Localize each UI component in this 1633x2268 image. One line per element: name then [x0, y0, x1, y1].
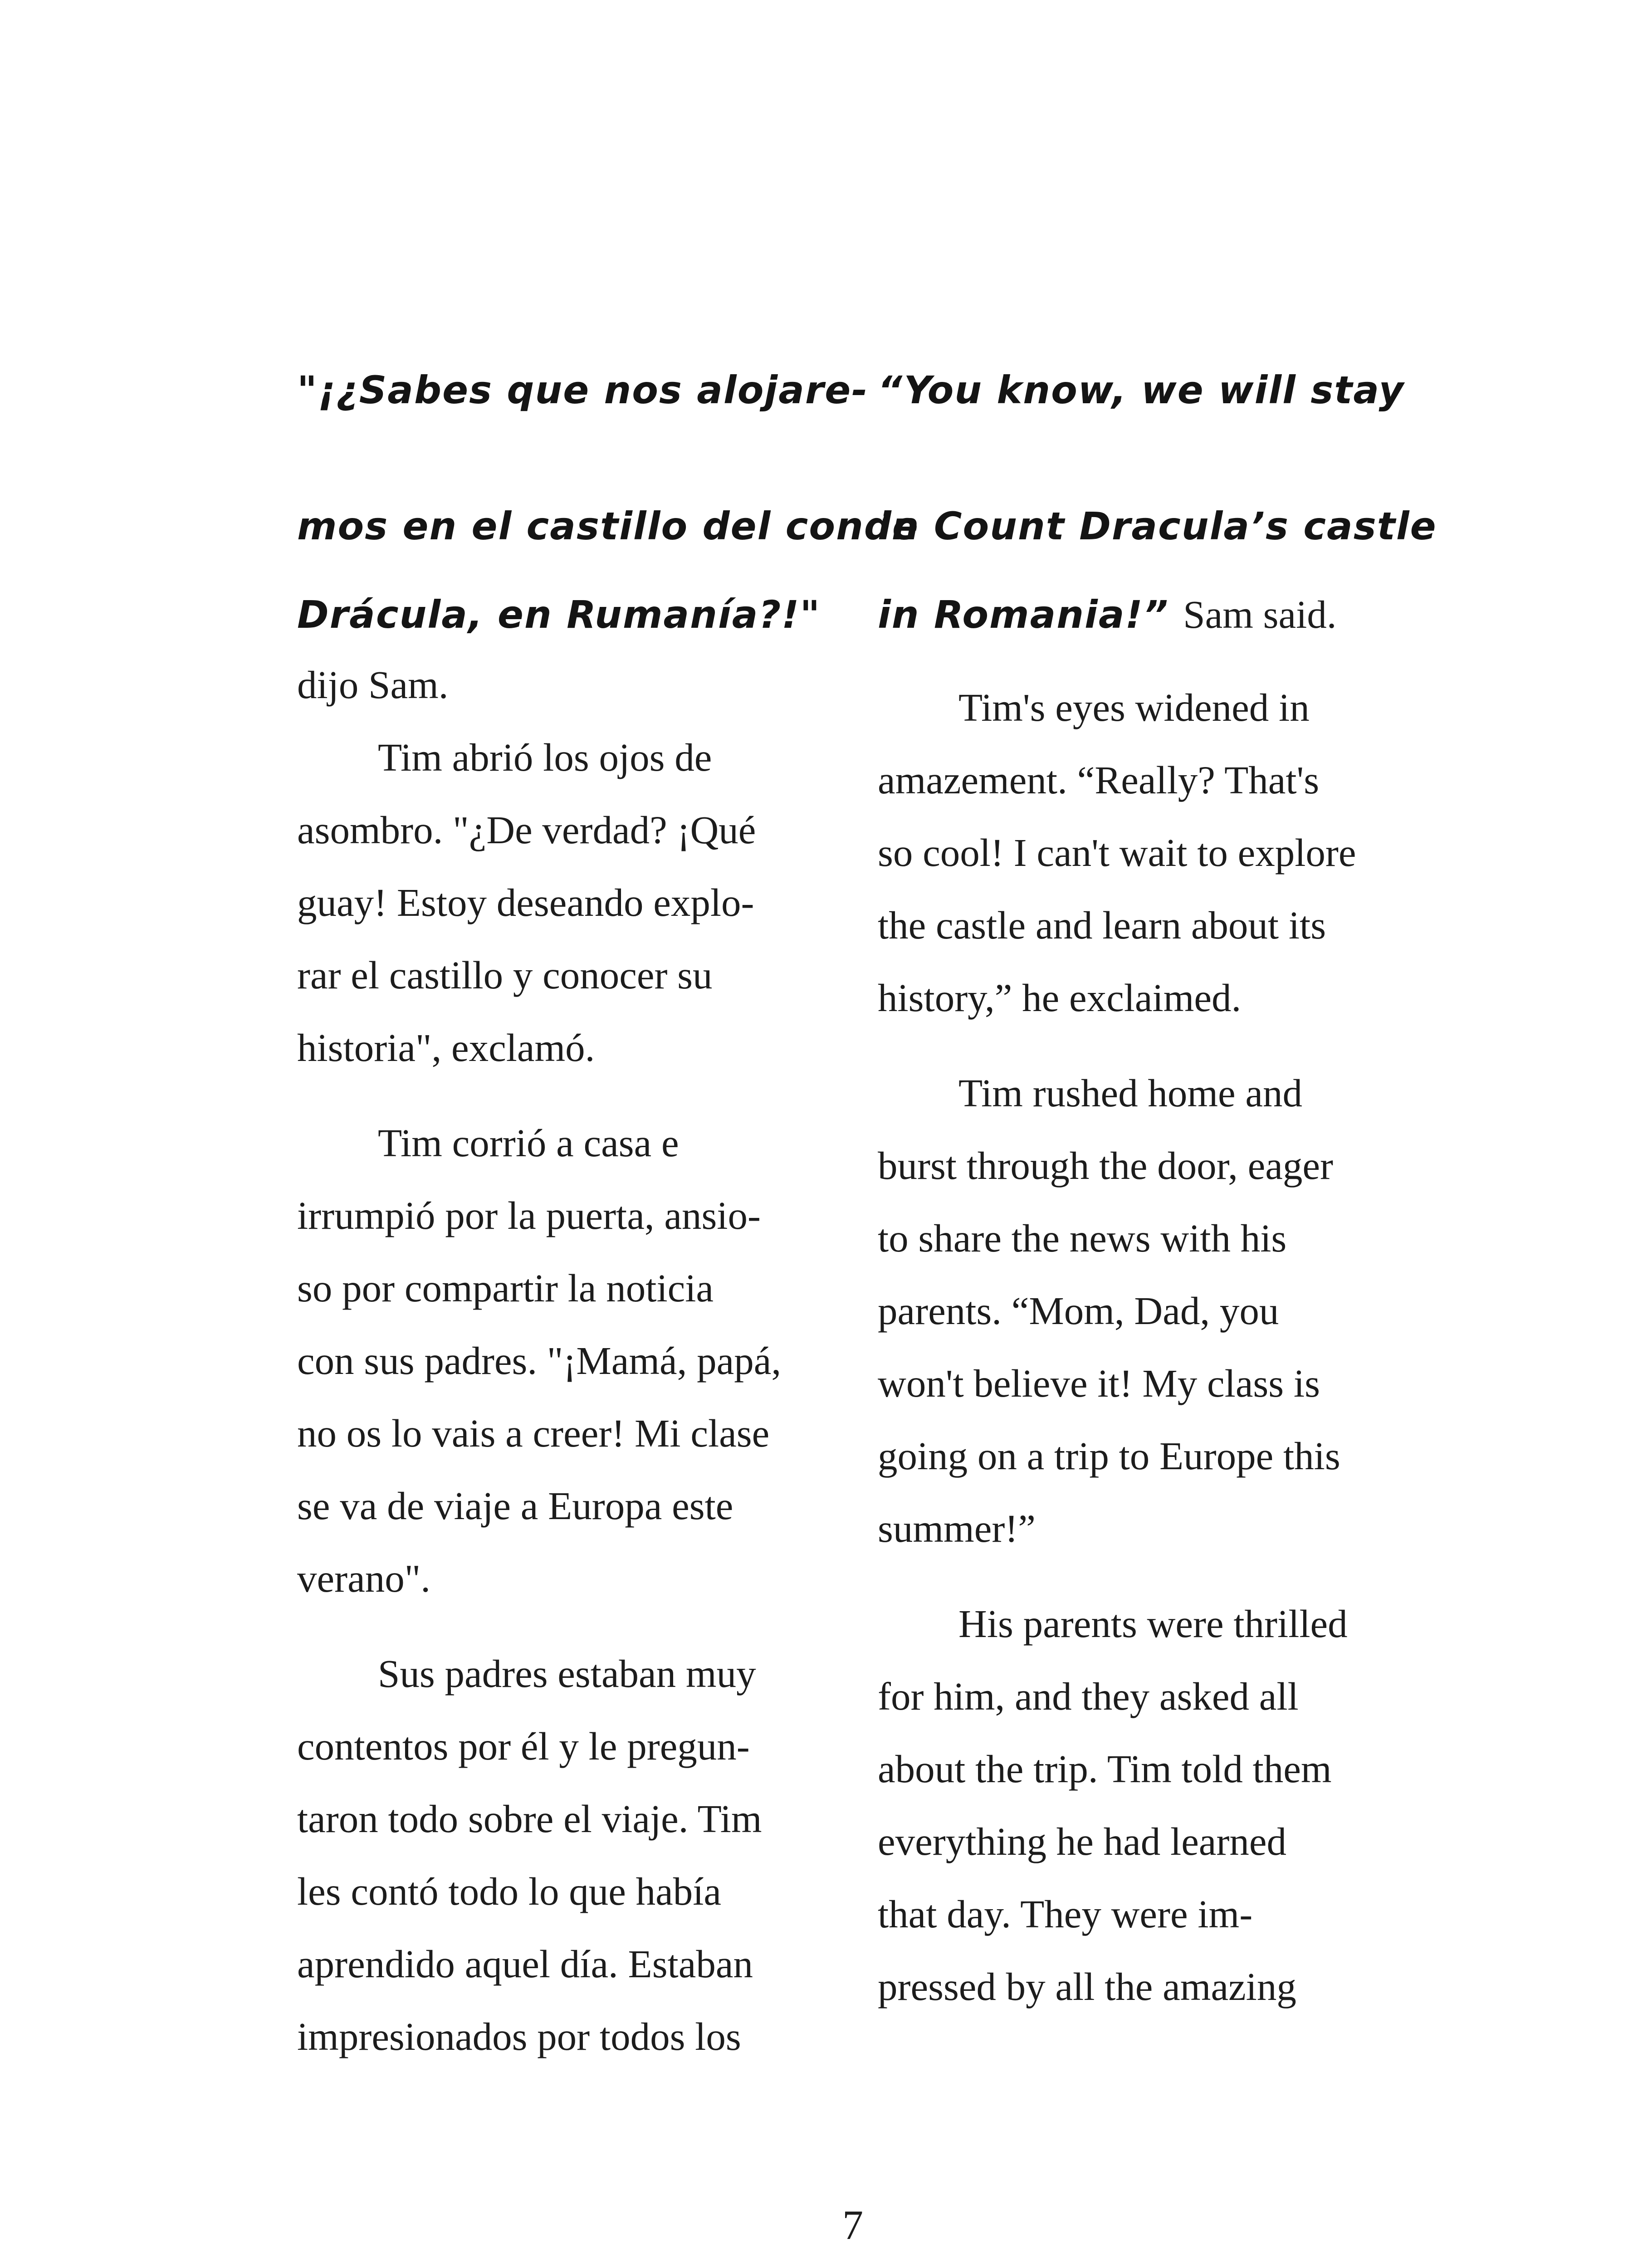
text-line: no os lo vais a creer! Mi clase: [297, 1411, 770, 1455]
text-line: Tim corrió a casa e: [378, 1121, 679, 1165]
dialogue-heading-line: "¡¿Sabes que nos alojare-: [297, 368, 869, 412]
paragraph: [878, 671, 1427, 1034]
text-line: for him, and they asked all: [878, 1674, 1299, 1718]
dialogue-heading-line: Drácula, en Rumanía?!": [297, 592, 821, 637]
spanish-column: [297, 363, 919, 2073]
text-line: se va de viaje a Europa este: [297, 1484, 733, 1528]
text-line: pressed by all the amazing: [878, 1965, 1296, 2009]
text-line: taron todo sobre el viaje. Tim: [297, 1797, 762, 1841]
text-line: burst through the door, eager: [878, 1144, 1333, 1188]
text-line: going on a trip to Europe this: [878, 1434, 1340, 1478]
text-line: everything he had learned: [878, 1819, 1287, 1863]
text-line: so por compartir la noticia: [297, 1266, 714, 1310]
speaker-attribution: Sam said.: [1183, 592, 1337, 636]
english-column: [878, 363, 1437, 2023]
dialogue-heading-text: in Romania!”: [878, 592, 1169, 637]
dialogue-heading-line: mos en el castillo del conde: [297, 504, 919, 548]
text-line: Tim's eyes widened in: [958, 685, 1310, 729]
text-line: Sus padres estaban muy: [378, 1652, 756, 1696]
text-line: to share the news with his: [878, 1216, 1287, 1260]
text-line: con sus padres. "¡Mamá, papá,: [297, 1339, 782, 1383]
text-line: His parents were thrilled: [958, 1602, 1348, 1646]
text-line: historia", exclamó.: [297, 1026, 595, 1070]
paragraph: [878, 1057, 1427, 1565]
text-line: so cool! I can't wait to explore: [878, 831, 1356, 875]
paragraph: [297, 649, 846, 721]
paragraph: [297, 1107, 846, 1615]
dialogue-heading-line: “You know, we will stay: [878, 368, 1405, 412]
text-line: summer!”: [878, 1506, 1036, 1550]
text-line: history,” he exclaimed.: [878, 976, 1242, 1020]
bat-icon: [767, 2263, 939, 2268]
paragraph: [297, 1637, 846, 2073]
text-line: rar el castillo y conocer su: [297, 953, 713, 997]
text-line: irrumpió por la puerta, ansio-: [297, 1193, 761, 1237]
page-number: 7: [842, 2202, 863, 2248]
text-line: asombro. "¿De verdad? ¡Qué: [297, 808, 756, 852]
dialogue-heading-line: in Count Dracula’s castle: [878, 504, 1437, 548]
text-line: the castle and learn about its: [878, 903, 1326, 947]
text-line: dijo Sam.: [297, 663, 449, 707]
text-line: about the trip. Tim told them: [878, 1747, 1332, 1791]
paragraph: [297, 721, 846, 1084]
text-line: guay! Estoy deseando explo-: [297, 880, 754, 924]
text-line: Tim abrió los ojos de: [378, 735, 712, 779]
dialogue-heading-line-with-speaker: [878, 581, 1427, 671]
text-line: les contó todo lo que había: [297, 1869, 722, 1913]
text-line: parents. “Mom, Dad, you: [878, 1289, 1279, 1333]
text-line: that day. They were im-: [878, 1892, 1253, 1936]
text-line: amazement. “Really? That's: [878, 758, 1320, 802]
text-line: verano".: [297, 1556, 430, 1600]
text-line: won't believe it! My class is: [878, 1361, 1320, 1405]
paragraph: [878, 1588, 1427, 2023]
text-line: impresionados por todos los: [297, 2014, 741, 2058]
text-line: contentos por él y le pregun-: [297, 1724, 750, 1768]
text-line: Tim rushed home and: [958, 1071, 1303, 1115]
text-line: aprendido aquel día. Estaban: [297, 1942, 753, 1986]
